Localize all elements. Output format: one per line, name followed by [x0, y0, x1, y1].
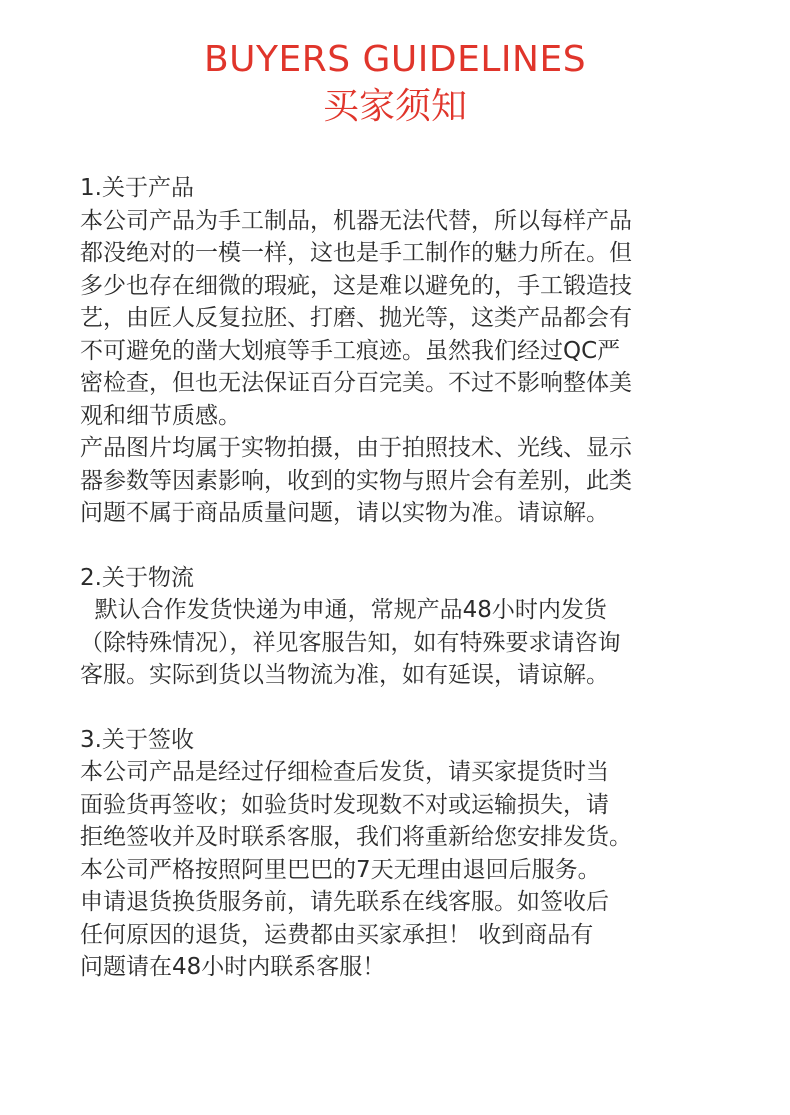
page-title-chinese: 买家须知	[322, 86, 467, 127]
text-line: （除特殊情况），祥见客服告知，如有特殊要求请咨询	[80, 629, 621, 656]
text-line: 密检查，但也无法保证百分百完美。不过不影响整体美	[80, 370, 632, 396]
section-logistics	[80, 562, 720, 692]
text-line: 本公司产品是经过仔细检查后发货，请买家提货时当	[80, 759, 609, 785]
text-line: 问题请在48小时内联系客服！	[80, 954, 386, 980]
paragraph	[80, 205, 720, 433]
text-line: 艺，由匠人反复拉胚、打磨、抛光等，这类产品都会有	[80, 305, 632, 331]
text-line: 都没绝对的一模一样，这也是手工制作的魅力所在。但	[80, 240, 632, 266]
text-line: 拒绝签收并及时联系客服，我们将重新给您安排发货。	[80, 824, 632, 850]
section-products	[80, 172, 720, 530]
text-line: 默认合作发货快递为申通，常规产品48小时内发货	[80, 597, 607, 623]
text-line: 面验货再签收；如验货时发现数不对或运输损失，请	[80, 791, 609, 818]
text-line: 问题不属于商品质量问题，请以实物为准。请谅解。	[80, 500, 609, 526]
text-line: 器参数等因素影响，收到的实物与照片会有差别，此类	[80, 467, 632, 494]
text-line: 本公司严格按照阿里巴巴的7天无理由退回后服务。	[80, 856, 601, 883]
text-line: 观和细节质感。	[80, 402, 241, 429]
text-line: 产品图片均属于实物拍摄，由于拍照技术、光线、显示	[80, 435, 632, 461]
text-line: 任何原因的退货，运费都由买家承担！ 收到商品有	[80, 921, 594, 948]
section-receipt	[80, 724, 720, 984]
paragraph	[80, 756, 720, 984]
paragraph	[80, 432, 720, 530]
text-line: 本公司产品为手工制品，机器无法代替，所以每样产品	[80, 207, 632, 234]
page-title-english: BUYERS GUIDELINES	[203, 39, 587, 80]
section-heading: 2.关于物流	[80, 564, 194, 591]
paragraph	[80, 594, 720, 692]
text-line: 客服。实际到货以当物流为准，如有延误，请谅解。	[80, 662, 609, 688]
section-heading: 3.关于签收	[80, 726, 194, 753]
guidelines-body	[80, 172, 720, 1016]
text-line: 申请退货换货服务前，请先联系在线客服。如签收后	[80, 889, 609, 915]
section-heading: 1.关于产品	[80, 175, 194, 201]
page-header	[0, 38, 790, 132]
text-line: 多少也存在细微的瑕疵，这是难以避免的，手工锻造技	[80, 272, 632, 299]
text-line: 不可避免的凿大划痕等手工痕迹。虽然我们经过QC严	[80, 337, 621, 364]
